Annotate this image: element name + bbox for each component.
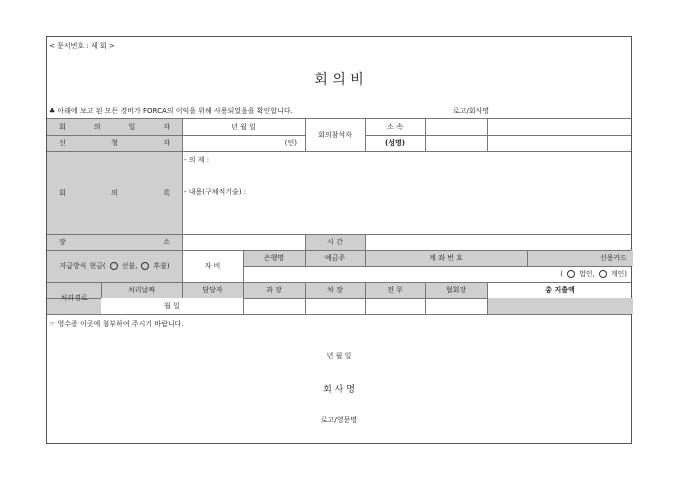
approval-role-manager: 담당자	[202, 286, 223, 294]
confirmation-text: 아래에 보고 된 모든 경비가 FORCA의 이익을 위해 사용되었음을 확인합니다.	[57, 107, 293, 115]
applicant-label: 신 청 자	[59, 139, 170, 147]
document-number: < 문서번호 : 제 회 >	[49, 42, 115, 50]
postpaid-label: 후불)	[153, 262, 170, 270]
content-field[interactable]: - 내용(구체적기술) :	[184, 188, 247, 196]
footer-date: 년 월 일	[326, 352, 352, 360]
card-type-options: ( 법인, 개인)	[560, 270, 627, 278]
applicant-seal[interactable]: (인)	[284, 139, 297, 147]
process-date-label: 처리날짜	[127, 286, 156, 294]
form-title: 회 의 비	[314, 72, 364, 88]
affiliation-label: 소 속	[387, 123, 403, 131]
personal-card-label: 개인)	[610, 270, 627, 278]
account-number-label: 계 좌 번 호	[429, 254, 463, 262]
receipt-note	[49, 319, 184, 329]
cash-label: 현금(	[89, 262, 106, 270]
corporate-card-label: 법인,	[578, 270, 595, 278]
meeting-date-field[interactable]: 년 월 일	[231, 123, 256, 131]
minutes-label: 회 의 록	[59, 188, 170, 197]
club-icon: ♣	[49, 107, 56, 115]
total-amount-box	[487, 298, 633, 314]
account-holder-label: 예금주	[324, 254, 346, 262]
time-label: 시 간	[327, 238, 343, 246]
place-label: 장 소	[59, 238, 170, 246]
process-date-field[interactable]: 월 일	[101, 298, 243, 314]
logo-company-label: 로고/회사명	[453, 107, 490, 115]
bank-name-label: 은행명	[263, 254, 285, 262]
total-amount-label: 총 지출액	[545, 286, 575, 294]
prepaid-label: 선불,	[121, 262, 138, 270]
confirmation-notice	[49, 106, 293, 116]
payment-method-label: 지급방식	[59, 262, 87, 270]
self-pay-label: 자 비	[204, 262, 221, 270]
name-label: (성명)	[385, 139, 405, 147]
postpaid-radio[interactable]	[141, 262, 149, 270]
approval-role-deputy: 차 장	[327, 286, 343, 294]
footer-logo-label: 로고/영문명	[320, 416, 358, 424]
approval-role-director: 전 무	[387, 286, 403, 294]
prepaid-radio[interactable]	[110, 262, 118, 270]
payment-method	[47, 250, 182, 282]
corporate-card-radio[interactable]	[567, 270, 575, 278]
credit-card-label: 신용카드	[599, 254, 627, 262]
meeting-date-label: 회 의 일 자	[59, 123, 170, 131]
approval-role-section-chief: 과 장	[266, 286, 282, 294]
approval-route-label: 처리경로	[60, 294, 88, 302]
pointing-hand-icon: ☞	[49, 320, 56, 328]
company-name: 회 사 명	[323, 385, 355, 395]
receipt-note-text: 영수증 이곳에 첨부하여 주시기 바랍니다.	[57, 320, 184, 328]
personal-card-radio[interactable]	[599, 270, 607, 278]
expense-form	[46, 36, 632, 444]
approval-role-president: 협회장	[445, 286, 467, 294]
agenda-field[interactable]: - 의 제 :	[184, 156, 210, 164]
attendees-label: 회의참석자	[318, 131, 352, 139]
